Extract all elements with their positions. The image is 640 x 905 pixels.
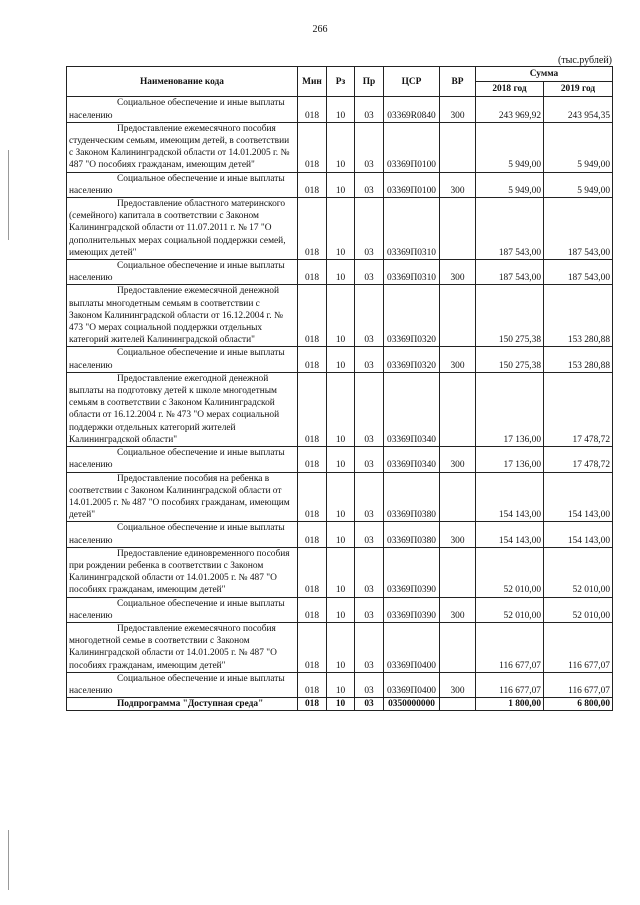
row-name	[67, 597, 298, 622]
row-name	[67, 698, 298, 711]
row-value-2019: 187 543,00	[544, 260, 613, 285]
row-rz: 10	[327, 372, 355, 446]
row-name-text: Предоставление ежемесячного пособия многодетной семье в соответствии с Законом Калининградской области от 14.01.2005 г. № 487 "О пособиях гражданам, имеющим детей"	[69, 623, 277, 671]
row-pr: 03	[355, 672, 384, 697]
row-vr	[440, 198, 476, 260]
units-label: (тыс.рублей)	[557, 55, 612, 66]
row-min: 018	[298, 472, 327, 522]
row-name	[67, 372, 298, 446]
row-value-2018: 154 143,00	[476, 472, 544, 522]
row-value-2018: 154 143,00	[476, 522, 544, 547]
row-vr: 300	[440, 97, 476, 122]
row-csr: 03369R0840	[384, 97, 440, 122]
row-value-2019: 187 543,00	[544, 198, 613, 260]
row-csr: 03369П0310	[384, 260, 440, 285]
header-pr: Пр	[355, 67, 384, 97]
row-name-text: Предоставление областного материнского (семейного) капитала в соответствии с Законом Калининградской области от 11.07.2011 г. № 17 "О дополнительных мерах социальной поддержки семей, имеющих детей"	[69, 199, 286, 258]
row-csr: 03369П0390	[384, 547, 440, 597]
row-name-text: Предоставление ежегодной денежной выплаты на подготовку детей к школе многодетным семьям в соответствии с Законом Калининградской области от 16.12.2004 г. № 473 "О мерах социальной поддержки отдельных категорий жителей Калининградской области"	[69, 373, 280, 445]
row-name-text: Подпрограмма "Доступная среда"	[117, 699, 264, 710]
row-value-2018: 5 949,00	[476, 172, 544, 197]
row-pr: 03	[355, 547, 384, 597]
row-pr: 03	[355, 698, 384, 711]
row-name-text: Социальное обеспечение и иные выплаты населению	[69, 348, 285, 371]
row-name	[67, 260, 298, 285]
row-name	[67, 347, 298, 372]
row-vr: 300	[440, 672, 476, 697]
row-csr: 03369П0380	[384, 472, 440, 522]
table-row	[67, 122, 613, 172]
row-rz: 10	[327, 198, 355, 260]
row-csr: 03369П0340	[384, 447, 440, 472]
row-name	[67, 447, 298, 472]
row-rz: 10	[327, 122, 355, 172]
row-name	[67, 97, 298, 122]
row-vr	[440, 285, 476, 347]
row-rz: 10	[327, 622, 355, 672]
row-min: 018	[298, 672, 327, 697]
row-pr: 03	[355, 260, 384, 285]
row-name-text: Социальное обеспечение и иные выплаты населению	[69, 173, 285, 196]
row-vr: 300	[440, 172, 476, 197]
row-name	[67, 522, 298, 547]
row-name-text: Предоставление единовременного пособия при рождении ребенка в соответствии с Законом Калининградской области от 14.01.2005 г. № 487 "О пособиях гражданам, имеющим детей"	[69, 548, 290, 596]
row-vr	[440, 372, 476, 446]
budget-table	[66, 66, 613, 711]
row-vr: 300	[440, 447, 476, 472]
row-vr	[440, 472, 476, 522]
row-name	[67, 472, 298, 522]
row-min: 018	[298, 698, 327, 711]
row-name	[67, 172, 298, 197]
row-min: 018	[298, 372, 327, 446]
row-value-2018: 17 136,00	[476, 372, 544, 446]
row-min: 018	[298, 622, 327, 672]
row-pr: 03	[355, 597, 384, 622]
row-rz: 10	[327, 260, 355, 285]
table-row	[67, 372, 613, 446]
row-value-2018: 243 969,92	[476, 97, 544, 122]
row-value-2019: 243 954,35	[544, 97, 613, 122]
row-name-text: Предоставление ежемесячной денежной выплаты многодетным семьям в соответствии с Законом Калининградской области от 16.12.2004 г. № 473 "О мерах социальной поддержки отдельных категорий жителей Калининградской области"	[69, 286, 283, 346]
row-value-2019: 52 010,00	[544, 597, 613, 622]
row-min: 018	[298, 198, 327, 260]
row-value-2019: 5 949,00	[544, 122, 613, 172]
table-row	[67, 198, 613, 260]
header-row	[67, 67, 613, 82]
row-min: 018	[298, 122, 327, 172]
row-pr: 03	[355, 347, 384, 372]
row-rz: 10	[327, 347, 355, 372]
header-vr: ВР	[440, 67, 476, 97]
row-csr: 0350000000	[384, 698, 440, 711]
row-csr: 03369П0390	[384, 597, 440, 622]
table-body	[67, 97, 613, 711]
row-value-2019: 5 949,00	[544, 172, 613, 197]
row-name-text: Социальное обеспечение и иные выплаты населению	[69, 523, 285, 546]
row-vr: 300	[440, 597, 476, 622]
row-value-2019: 154 143,00	[544, 522, 613, 547]
row-rz: 10	[327, 672, 355, 697]
row-value-2019: 17 478,72	[544, 447, 613, 472]
row-value-2019: 154 143,00	[544, 472, 613, 522]
row-name	[67, 285, 298, 347]
row-csr: 03369П0400	[384, 672, 440, 697]
margin-mark	[8, 150, 9, 240]
header-rz: Рз	[327, 67, 355, 97]
row-csr: 03369П0320	[384, 347, 440, 372]
row-value-2019: 153 280,88	[544, 347, 613, 372]
row-name	[67, 122, 298, 172]
row-vr: 300	[440, 260, 476, 285]
table-row	[67, 447, 613, 472]
row-name-text: Предоставление пособия на ребенка в соответствии с Законом Калининградской области от 14.01.2005 г. № 487 "О пособиях гражданам, имеющим детей"	[69, 473, 290, 521]
row-vr	[440, 547, 476, 597]
row-value-2018: 52 010,00	[476, 547, 544, 597]
row-pr: 03	[355, 447, 384, 472]
row-vr: 300	[440, 522, 476, 547]
table-row	[67, 97, 613, 122]
row-vr	[440, 122, 476, 172]
table-row	[67, 698, 613, 711]
row-name-text: Предоставление ежемесячного пособия студенческим семьям, имеющим детей, в соответствии с Законом Калининградской области от 14.01.2005 г. № 487 "О пособиях гражданам, имеющим детей"	[69, 123, 290, 171]
row-value-2018: 52 010,00	[476, 597, 544, 622]
row-value-2019: 116 677,07	[544, 622, 613, 672]
row-min: 018	[298, 97, 327, 122]
row-min: 018	[298, 547, 327, 597]
row-csr: 03369П0310	[384, 198, 440, 260]
table-row	[67, 672, 613, 697]
row-value-2018: 17 136,00	[476, 447, 544, 472]
row-value-2018: 187 543,00	[476, 260, 544, 285]
row-value-2018: 116 677,07	[476, 672, 544, 697]
row-name	[67, 672, 298, 697]
row-name-text: Социальное обеспечение и иные выплаты населению	[69, 598, 285, 621]
header-2018: 2018 год	[476, 82, 544, 97]
row-value-2019: 116 677,07	[544, 672, 613, 697]
row-rz: 10	[327, 172, 355, 197]
table-row	[67, 622, 613, 672]
row-pr: 03	[355, 522, 384, 547]
header-name: Наименование кода	[67, 67, 298, 97]
row-pr: 03	[355, 472, 384, 522]
row-vr	[440, 698, 476, 711]
header-sum: Сумма	[476, 67, 613, 82]
header-csr: ЦСР	[384, 67, 440, 97]
table-row	[67, 597, 613, 622]
row-vr: 300	[440, 347, 476, 372]
row-vr	[440, 622, 476, 672]
table-row	[67, 347, 613, 372]
row-name-text: Социальное обеспечение и иные выплаты населению	[69, 98, 285, 121]
row-value-2019: 153 280,88	[544, 285, 613, 347]
page-number: 266	[312, 24, 328, 35]
row-csr: 03369П0320	[384, 285, 440, 347]
row-csr: 03369П0100	[384, 172, 440, 197]
row-min: 018	[298, 347, 327, 372]
row-value-2018: 116 677,07	[476, 622, 544, 672]
row-pr: 03	[355, 97, 384, 122]
row-min: 018	[298, 597, 327, 622]
row-csr: 03369П0100	[384, 122, 440, 172]
row-name	[67, 622, 298, 672]
row-rz: 10	[327, 547, 355, 597]
row-value-2018: 150 275,38	[476, 285, 544, 347]
table-row	[67, 285, 613, 347]
row-pr: 03	[355, 622, 384, 672]
row-rz: 10	[327, 698, 355, 711]
row-pr: 03	[355, 172, 384, 197]
row-rz: 10	[327, 447, 355, 472]
row-pr: 03	[355, 122, 384, 172]
row-value-2018: 150 275,38	[476, 347, 544, 372]
row-rz: 10	[327, 597, 355, 622]
row-rz: 10	[327, 472, 355, 522]
row-min: 018	[298, 447, 327, 472]
row-value-2019: 17 478,72	[544, 372, 613, 446]
row-value-2018: 5 949,00	[476, 122, 544, 172]
row-min: 018	[298, 522, 327, 547]
row-rz: 10	[327, 97, 355, 122]
row-csr: 03369П0380	[384, 522, 440, 547]
row-csr: 03369П0400	[384, 622, 440, 672]
header-min: Мин	[298, 67, 327, 97]
row-name-text: Социальное обеспечение и иные выплаты населению	[69, 261, 285, 284]
row-rz: 10	[327, 522, 355, 547]
row-name	[67, 198, 298, 260]
row-rz: 10	[327, 285, 355, 347]
table-row	[67, 472, 613, 522]
row-name	[67, 547, 298, 597]
table-row	[67, 172, 613, 197]
margin-mark	[8, 830, 9, 890]
row-min: 018	[298, 285, 327, 347]
table-row	[67, 260, 613, 285]
row-value-2018: 1 800,00	[476, 698, 544, 711]
row-min: 018	[298, 172, 327, 197]
table-row	[67, 547, 613, 597]
row-name-text: Социальное обеспечение и иные выплаты населению	[69, 448, 285, 471]
row-value-2019: 52 010,00	[544, 547, 613, 597]
header-2019: 2019 год	[544, 82, 613, 97]
row-csr: 03369П0340	[384, 372, 440, 446]
row-pr: 03	[355, 372, 384, 446]
row-min: 018	[298, 260, 327, 285]
row-pr: 03	[355, 198, 384, 260]
row-value-2019: 6 800,00	[544, 698, 613, 711]
row-pr: 03	[355, 285, 384, 347]
row-value-2018: 187 543,00	[476, 198, 544, 260]
table-row	[67, 522, 613, 547]
row-name-text: Социальное обеспечение и иные выплаты населению	[69, 673, 285, 696]
